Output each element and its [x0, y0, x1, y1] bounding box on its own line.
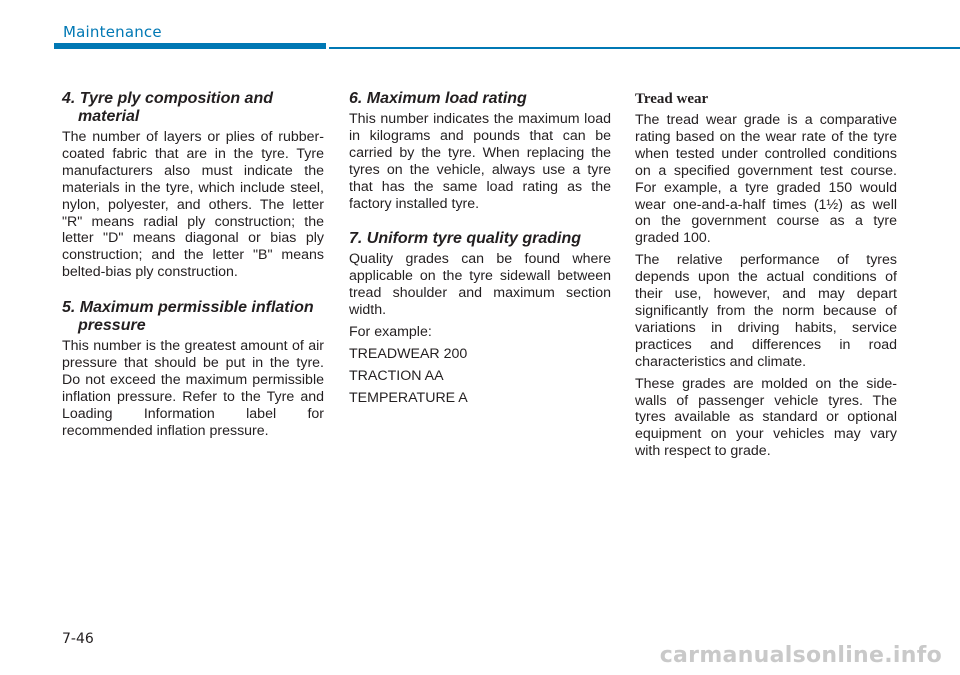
watermark: carmanualsonline.info [659, 643, 942, 668]
heading-uniform-quality-grading: 7. Uniform tyre quality grading [349, 230, 582, 248]
column-2 [349, 90, 611, 412]
heading-max-load-rating: 6. Maximum load rating [349, 90, 527, 107]
page-number: 7-46 [62, 631, 94, 647]
paragraph-tread-wear-2: The relative performance of tyres depends upon the actual conditions of their use, however, and may depart significantly from the norm because of variations in driving habits, service practices and differences in road characteristics and climate. [635, 252, 897, 370]
header-rule-accent [54, 43, 326, 49]
paragraph-tread-wear-1: The tread wear grade is a comparative rating based on the wear rate of the tyre when tested under controlled conditions on a specified government test course. For example, a tyre graded 150 would wear one-and-a-half times (1½) as well on the government course as a tyre graded 100. [635, 112, 897, 247]
heading-max-inflation-pressure: 5. Maximum permissible inflation pressure [62, 299, 314, 335]
paragraph-uniform-quality-grading: Quality grades can be found where applicable on the tyre sidewall between tread shoulder and maximum section width. [349, 251, 611, 319]
paragraph-max-load-rating: This number indicates the maximum load in kilograms and pounds that can be carried by the tyre. When replacing the tyres on the vehicle, always use a tyre that has the same load rating as the factory installed tyre. [349, 111, 611, 212]
example-treadwear: TREADWEAR 200 [349, 345, 468, 362]
example-temperature: TEMPERATURE A [349, 389, 468, 406]
example-traction: TRACTION AA [349, 367, 444, 384]
paragraph-tread-wear-3: These grades are molded on the side-walls of passenger vehicle tyres. The tyres available as standard or optional equipment on your vehicles may vary with respect to grade. [635, 375, 897, 460]
paragraph-tyre-ply-composition: The number of layers or plies of rubber-coated fabric that are in the tyre. Tyre manufacturers also must indicate the materials in the tyre, which include steel, nylon, polyester, and others. The letter "R" means radial ply construction; the letter "D" means diagonal or bias ply construction; and the letter "B" means belted-bias ply construction. [62, 129, 324, 281]
example-label: For example: [349, 324, 432, 341]
column-3 [635, 90, 897, 465]
heading-tyre-ply-composition: 4. Tyre ply composition and material [62, 90, 273, 125]
paragraph-max-inflation-pressure: This number is the greatest amount of air pressure that should be put in the tyre. Do not exceed the maximum permissible inflation pressure. Refer to the Tyre and Loading Information label for recommended inflation pressure. [62, 338, 324, 439]
section-title: Maintenance [63, 23, 162, 41]
header-rule [329, 47, 960, 49]
heading-tread-wear: Tread wear [635, 91, 709, 107]
column-1 [62, 90, 324, 445]
